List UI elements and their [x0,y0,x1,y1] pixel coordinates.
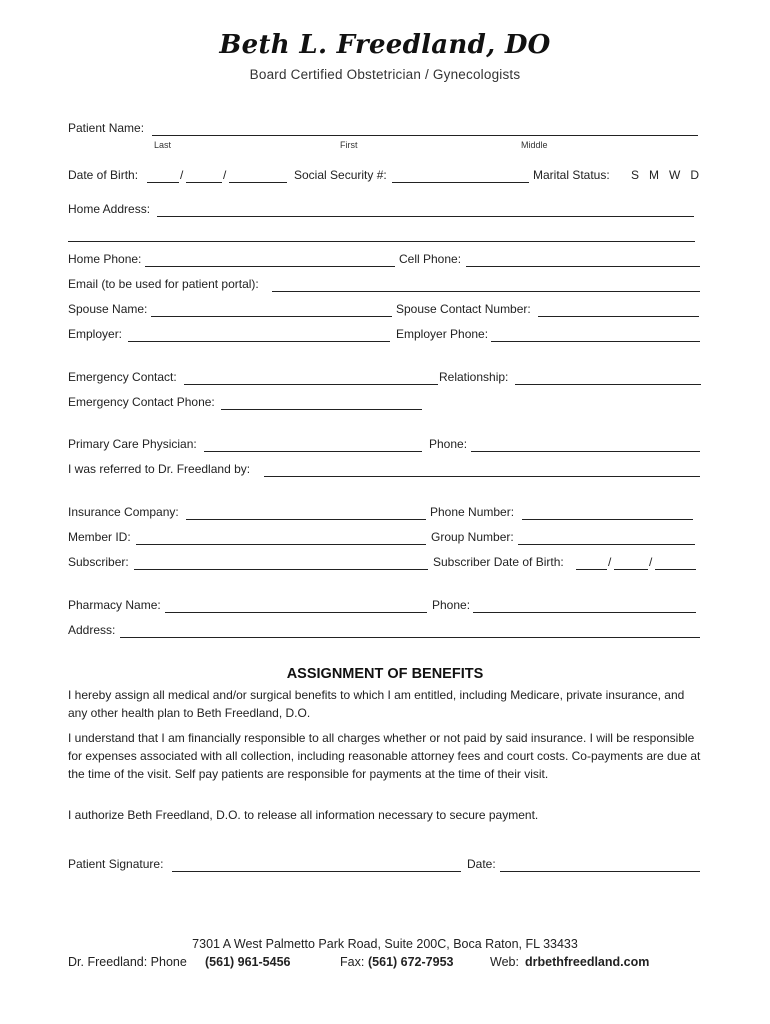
pharmacy-address-field[interactable] [120,623,700,638]
date-label: Date: [467,857,496,871]
member-id-label: Member ID: [68,530,131,544]
referred-row [68,462,700,480]
employer-phone-field[interactable] [491,327,700,342]
spouse-contact-field[interactable] [538,302,699,317]
footer-phone-label: Dr. Freedland: Phone [68,955,187,969]
signature-label: Patient Signature: [68,857,164,871]
home-address-field[interactable] [157,202,694,217]
referred-by-label: I was referred to Dr. Freedland by: [68,462,251,476]
member-id-field[interactable] [136,530,426,545]
footer-address: 7301 A West Palmetto Park Road, Suite 200C, Boca Raton, FL 33433 [192,937,578,951]
subscriber-label: Subscriber: [68,555,129,569]
primary-care-row [68,437,700,455]
relationship-label: Relationship: [439,370,509,384]
relationship-field[interactable] [515,370,701,385]
name-last-caption: Last [154,140,172,150]
dob-label: Date of Birth: [68,168,139,182]
email-row [68,277,700,295]
page-title: Beth L. Freedland, DO [219,30,551,60]
group-number-field[interactable] [518,530,695,545]
employer-label: Employer: [68,327,123,341]
benefits-paragraph-2: I understand that I am financially responsible to all charges whether or not paid by said insurance. I will be responsible for expenses associated with all collection, including reasonable attorney fees and court costs. Co-payments are due at the time of the visit. Self pay patients are responsible for payments at the time of their visit. [68,731,701,781]
primary-care-label: Primary Care Physician: [68,437,197,451]
footer-fax-label: Fax: [340,955,365,969]
subscriber-field[interactable] [134,555,428,570]
employer-phone-label: Employer Phone: [396,327,489,341]
dob-slash-2: / [223,168,227,182]
email-label: Email (to be used for patient portal): [68,277,259,291]
dob-day-field[interactable] [186,168,222,183]
footer-web-link[interactable]: drbethfreedland.com [525,955,650,969]
pharmacy-name-label: Pharmacy Name: [68,598,161,612]
pharmacy-row [68,598,700,616]
home-address-row-2 [68,227,700,245]
subscriber-dob-label: Subscriber Date of Birth: [433,555,564,569]
spouse-name-label: Spouse Name: [68,302,148,316]
cell-phone-label: Cell Phone: [399,252,462,266]
insurance-phone-label: Phone Number: [430,505,515,519]
dob-row [68,168,700,186]
footer-contact [68,955,708,973]
primary-care-field[interactable] [204,437,422,452]
marital-status-label: Marital Status: [533,168,610,182]
email-field[interactable] [272,277,700,292]
patient-name-row [68,121,700,139]
subscriber-dob-slash-1: / [608,555,612,569]
emergency-phone-field[interactable] [221,395,422,410]
spouse-contact-label: Spouse Contact Number: [396,302,531,316]
home-address-field-2[interactable] [68,227,695,242]
dob-month-field[interactable] [147,168,179,183]
ssn-field[interactable] [392,168,529,183]
subscriber-dob-slash-2: / [649,555,653,569]
signature-row [68,857,700,875]
emergency-phone-row [68,395,700,413]
footer-fax: (561) 672-7953 [368,955,454,969]
pharmacy-name-field[interactable] [165,598,427,613]
primary-care-phone-field[interactable] [471,437,700,452]
date-field[interactable] [500,857,700,872]
subscriber-dob-year[interactable] [655,555,696,570]
subscriber-dob-month[interactable] [576,555,607,570]
insurance-phone-field[interactable] [522,505,693,520]
home-address-row [68,202,700,220]
page-subtitle: Board Certified Obstetrician / Gynecologists [249,67,521,82]
pharmacy-phone-field[interactable] [473,598,696,613]
insurance-company-label: Insurance Company: [68,505,179,519]
emergency-contact-field[interactable] [184,370,438,385]
name-first-caption: First [340,140,358,150]
phone-row [68,252,700,270]
signature-field[interactable] [172,857,461,872]
subscriber-dob-day[interactable] [614,555,648,570]
emergency-phone-label: Emergency Contact Phone: [68,395,215,409]
group-number-label: Group Number: [431,530,514,544]
member-row [68,530,700,548]
subscriber-row [68,555,700,573]
referred-by-field[interactable] [264,462,700,477]
benefits-paragraph-3: I authorize Beth Freedland, D.O. to release all information necessary to secure payment. [68,808,539,822]
patient-name-field[interactable] [152,121,698,136]
primary-care-phone-label: Phone: [429,437,468,451]
marital-options[interactable]: S M W D [631,168,699,182]
ssn-label: Social Security #: [294,168,387,182]
pharmacy-address-row [68,623,700,641]
emergency-row [68,370,700,388]
employer-row [68,327,700,345]
spouse-name-field[interactable] [151,302,392,317]
insurance-company-field[interactable] [186,505,426,520]
home-phone-field[interactable] [145,252,395,267]
patient-name-label: Patient Name: [68,121,145,135]
pharmacy-address-label: Address: [68,623,116,637]
cell-phone-field[interactable] [466,252,700,267]
insurance-row [68,505,700,523]
pharmacy-phone-label: Phone: [432,598,471,612]
spouse-row [68,302,700,320]
emergency-contact-label: Emergency Contact: [68,370,177,384]
home-address-label: Home Address: [68,202,151,216]
benefits-paragraph-1: I hereby assign all medical and/or surgical benefits to which I am entitled, including Medicare, private insurance, and any other health plan to Beth Freedland, D.O. [68,688,685,720]
footer-phone[interactable]: (561) 961-5456 [205,955,291,969]
dob-slash-1: / [180,168,184,182]
employer-field[interactable] [128,327,390,342]
benefits-heading: ASSIGNMENT OF BENEFITS [286,666,484,682]
dob-year-field[interactable] [229,168,287,183]
footer-web-label: Web: [490,955,519,969]
name-middle-caption: Middle [521,140,548,150]
home-phone-label: Home Phone: [68,252,142,266]
